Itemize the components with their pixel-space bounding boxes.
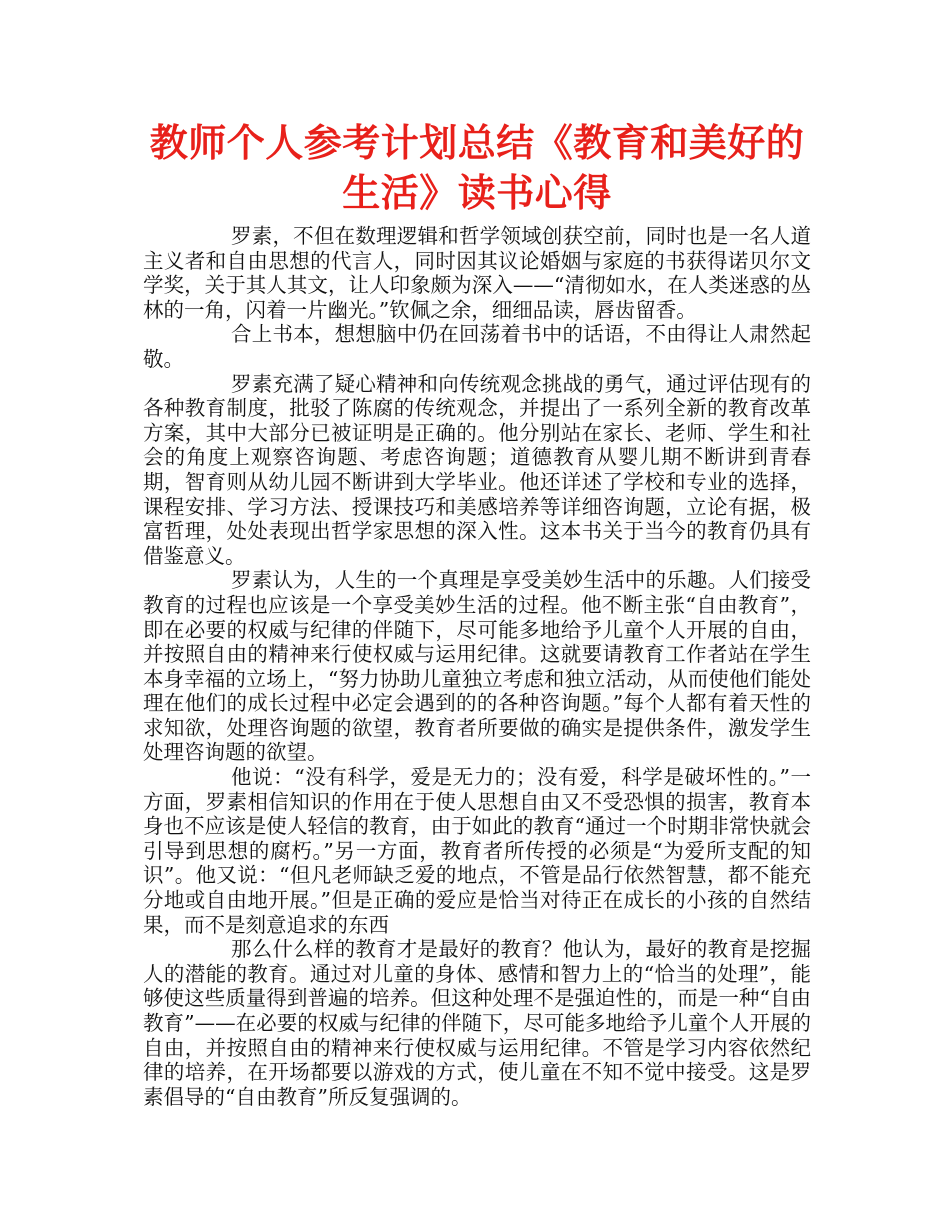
paragraph-best-education: 那么什么样的教育才是最好的教育？他认为，最好的教育是挖掘人的潜能的教育。通过对儿童的身体、感情和智力上的“恰当的处理”，能够使这些质量得到普遍的培养。但这种处理不是强迫性的，而是一种“自由教育”——在必要的权威与纪律的伴随下，尽可能多地给予儿童个人开展的自由，并按照自由的精神来行使权威与运用纪律。不管是学习内容依然纪律的培养，在开场都要以游戏的方式，使儿童在不知不觉中接受。这是罗素倡导的“自由教育”所反复强调的。 xyxy=(143,937,811,1109)
document-page xyxy=(143,118,811,1109)
paragraph-closing-book: 合上书本，想想脑中仍在回荡着书中的话语，不由得让人肃然起敬。 xyxy=(143,322,811,371)
paragraph-happy-life: 罗素认为，人生的一个真理是享受美妙生活中的乐趣。人们接受教育的过程也应该是一个享受美妙生活的过程。他不断主张“自由教育”，即在必要的权威与纪律的伴随下，尽可能多地给予儿童个人开展的自由，并按照自由的精神来行使权威与运用纪律。这就要请教育工作者站在学生本身幸福的立场上，“努力协助儿童独立考虑和独立活动，从而使他们能处理在他们的成长过程中必定会遇到的的各种咨询题。”每个人都有着天性的求知欲，处理咨询题的欲望，教育者所要做的确实是提供条件，激发学生处理咨询题的欲望。 xyxy=(143,568,811,765)
paragraph-intro: 罗素，不但在数理逻辑和哲学领域创获空前，同时也是一名人道主义者和自由思想的代言人，同时因其议论婚姻与家庭的书获得诺贝尔文学奖，关于其人其文，让人印象颇为深入——“清彻如水，在人类迷惑的丛林的一角，闪着一片幽光。”钦佩之余，细细品读，唇齿留香。 xyxy=(143,224,811,322)
document-title: 教师个人参考计划总结《教育和美好的生活》读书心得 xyxy=(149,121,805,215)
paragraph-science-love: 他说：“没有科学，爱是无力的；没有爱，科学是破坏性的。”一方面，罗素相信知识的作用在于使人思想自由又不受恐惧的损害，教育本身也不应该是使人轻信的教育，由于如此的教育“通过一个时期非常快就会引导到思想的腐朽。”另一方面，教育者所传授的必须是“为爱所支配的知识”。他又说：“但凡老师缺乏爱的地点，不管是品行依然智慧，都不能充分地或自由地开展。”但是正确的爱应是恰当对待正在成长的小孩的自然结果，而不是刻意追求的东西 xyxy=(143,765,811,937)
paragraph-skepticism: 罗素充满了疑心精神和向传统观念挑战的勇气，通过评估现有的各种教育制度，批驳了陈腐的传统观念，并提出了一系列全新的教育改革方案，其中大部分已被证明是正确的。他分别站在家长、老师、学生和社会的角度上观察咨询题、考虑咨询题；道德教育从婴儿期不断讲到青春期，智育则从幼儿园不断讲到大学毕业。他还详述了学校和专业的选择，课程安排、学习方法、授课技巧和美感培养等详细咨询题，立论有据，极富哲理，处处表现出哲学家思想的深入性。这本书关于当今的教育仍具有借鉴意义。 xyxy=(143,371,811,568)
